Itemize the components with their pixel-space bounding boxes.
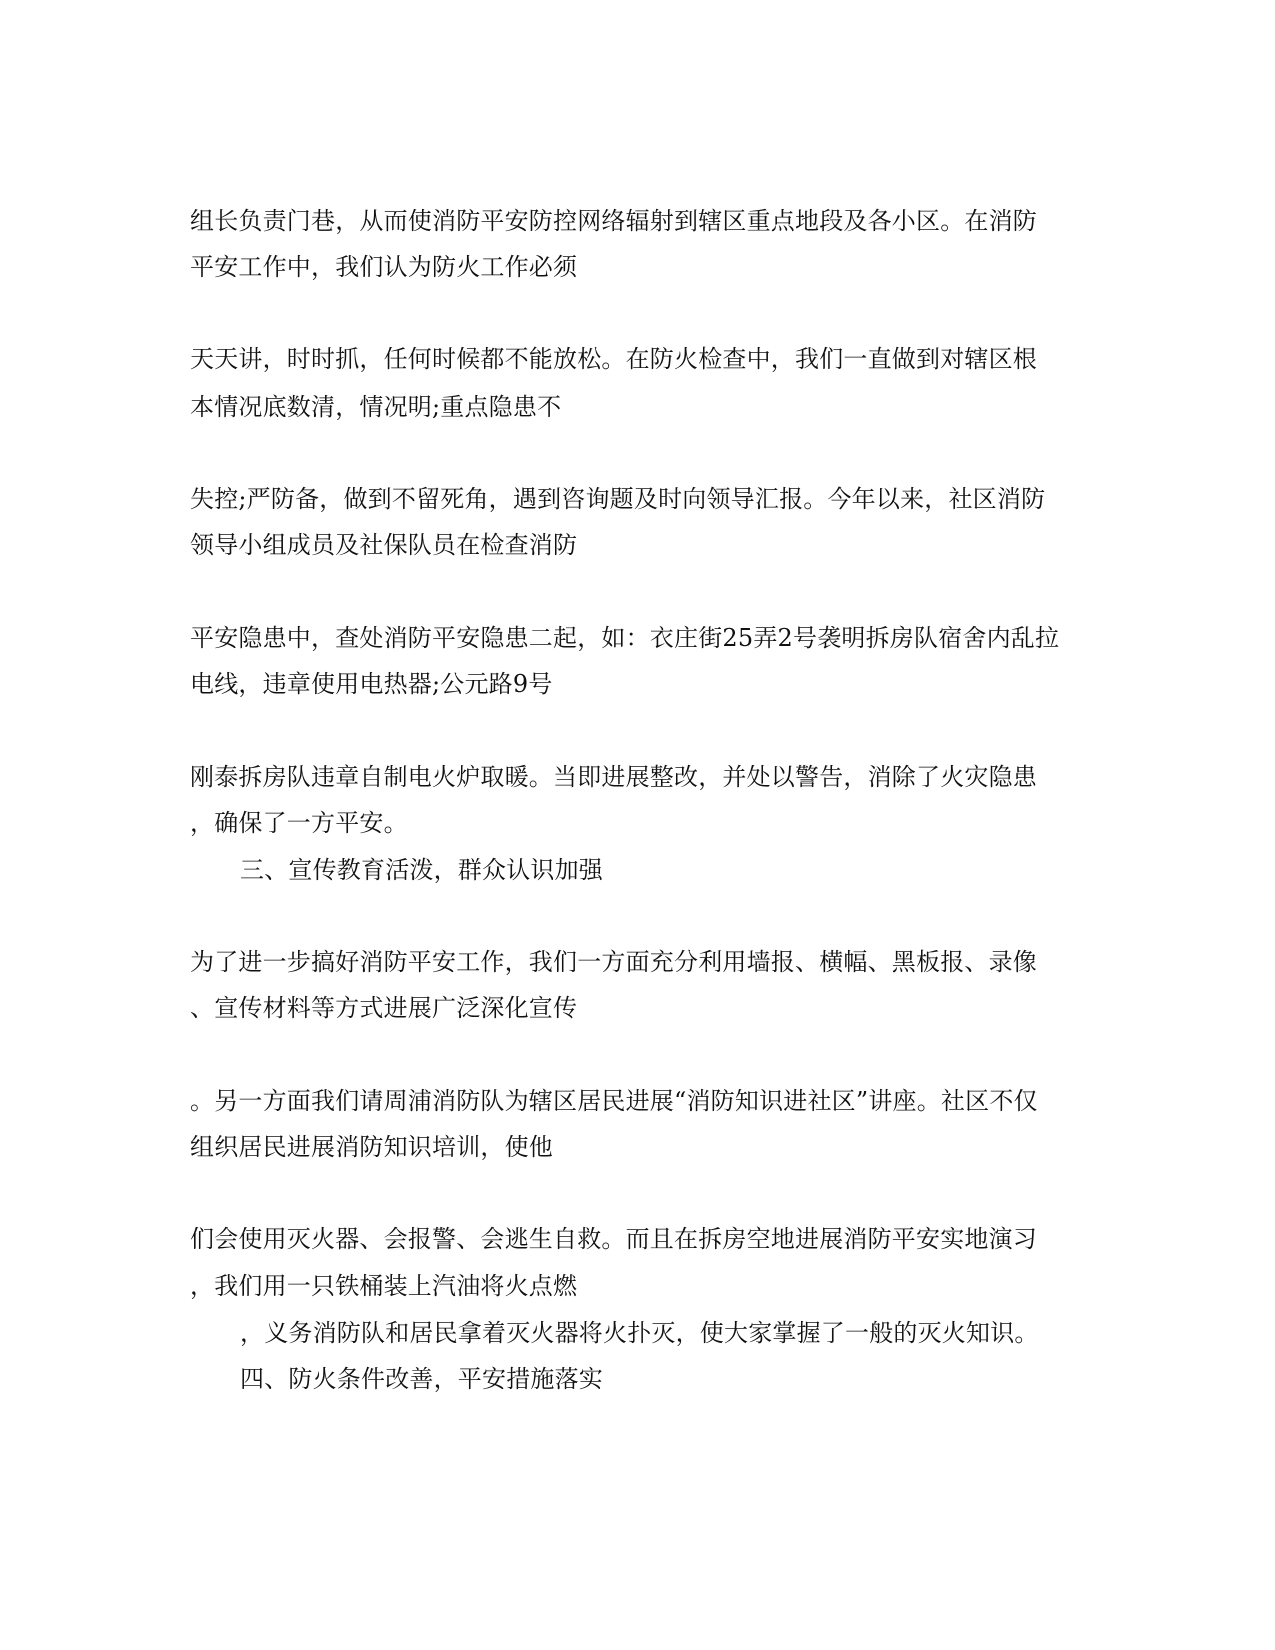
body-text-line: 为了进一步搞好消防平安工作，我们一方面充分利用墙报、横幅、黑板报、录像 (190, 948, 1037, 976)
body-text-line: 本情况底数清，情况明;重点隐患不 (190, 393, 562, 421)
body-text-line: 刚泰拆房队违章自制电火炉取暖。当即进展整改，并处以警告，消除了火灾隐患 (190, 763, 1037, 791)
body-text-line: 领导小组成员及社保队员在检查消防 (190, 531, 578, 559)
body-text-line: ，确保了一方平安。 (190, 809, 408, 837)
body-text-line: 天天讲，时时抓，任何时候都不能放松。在防火检查中，我们一直做到对辖区根 (190, 345, 1037, 373)
body-text-line: ，义务消防队和居民拿着灭火器将火扑灭，使大家掌握了一般的灭火知识。 (240, 1319, 1039, 1347)
section-heading: 四、防火条件改善，平安措施落实 (240, 1365, 603, 1393)
body-text-line: 。另一方面我们请周浦消防队为辖区居民进展“消防知识进社区”讲座。社区不仅 (190, 1087, 1038, 1115)
body-text-line: 失控;严防备，做到不留死角，遇到咨询题及时向领导汇报。今年以来，社区消防 (190, 485, 1046, 513)
body-text-line: 组长负责门巷，从而使消防平安防控网络辐射到辖区重点地段及各小区。在消防 (190, 207, 1037, 235)
body-text-line: 平安隐患中，查处消防平安隐患二起，如：衣庄街25弄2号袭明拆房队宿舍内乱拉 (190, 624, 1060, 652)
body-text-line: 组织居民进展消防知识培训，使他 (190, 1133, 553, 1161)
body-text-line: ，我们用一只铁桶装上汽油将火点燃 (190, 1272, 578, 1300)
body-text-line: 、宣传材料等方式进展广泛深化宣传 (190, 994, 578, 1022)
body-text-line: 平安工作中，我们认为防火工作必须 (190, 253, 578, 281)
body-text-line: 电线，违章使用电热器;公元路9号 (190, 670, 553, 698)
body-text-line: 们会使用灭火器、会报警、会逃生自救。而且在拆房空地进展消防平安实地演习 (190, 1225, 1037, 1253)
section-heading: 三、宣传教育活泼，群众认识加强 (240, 856, 603, 884)
